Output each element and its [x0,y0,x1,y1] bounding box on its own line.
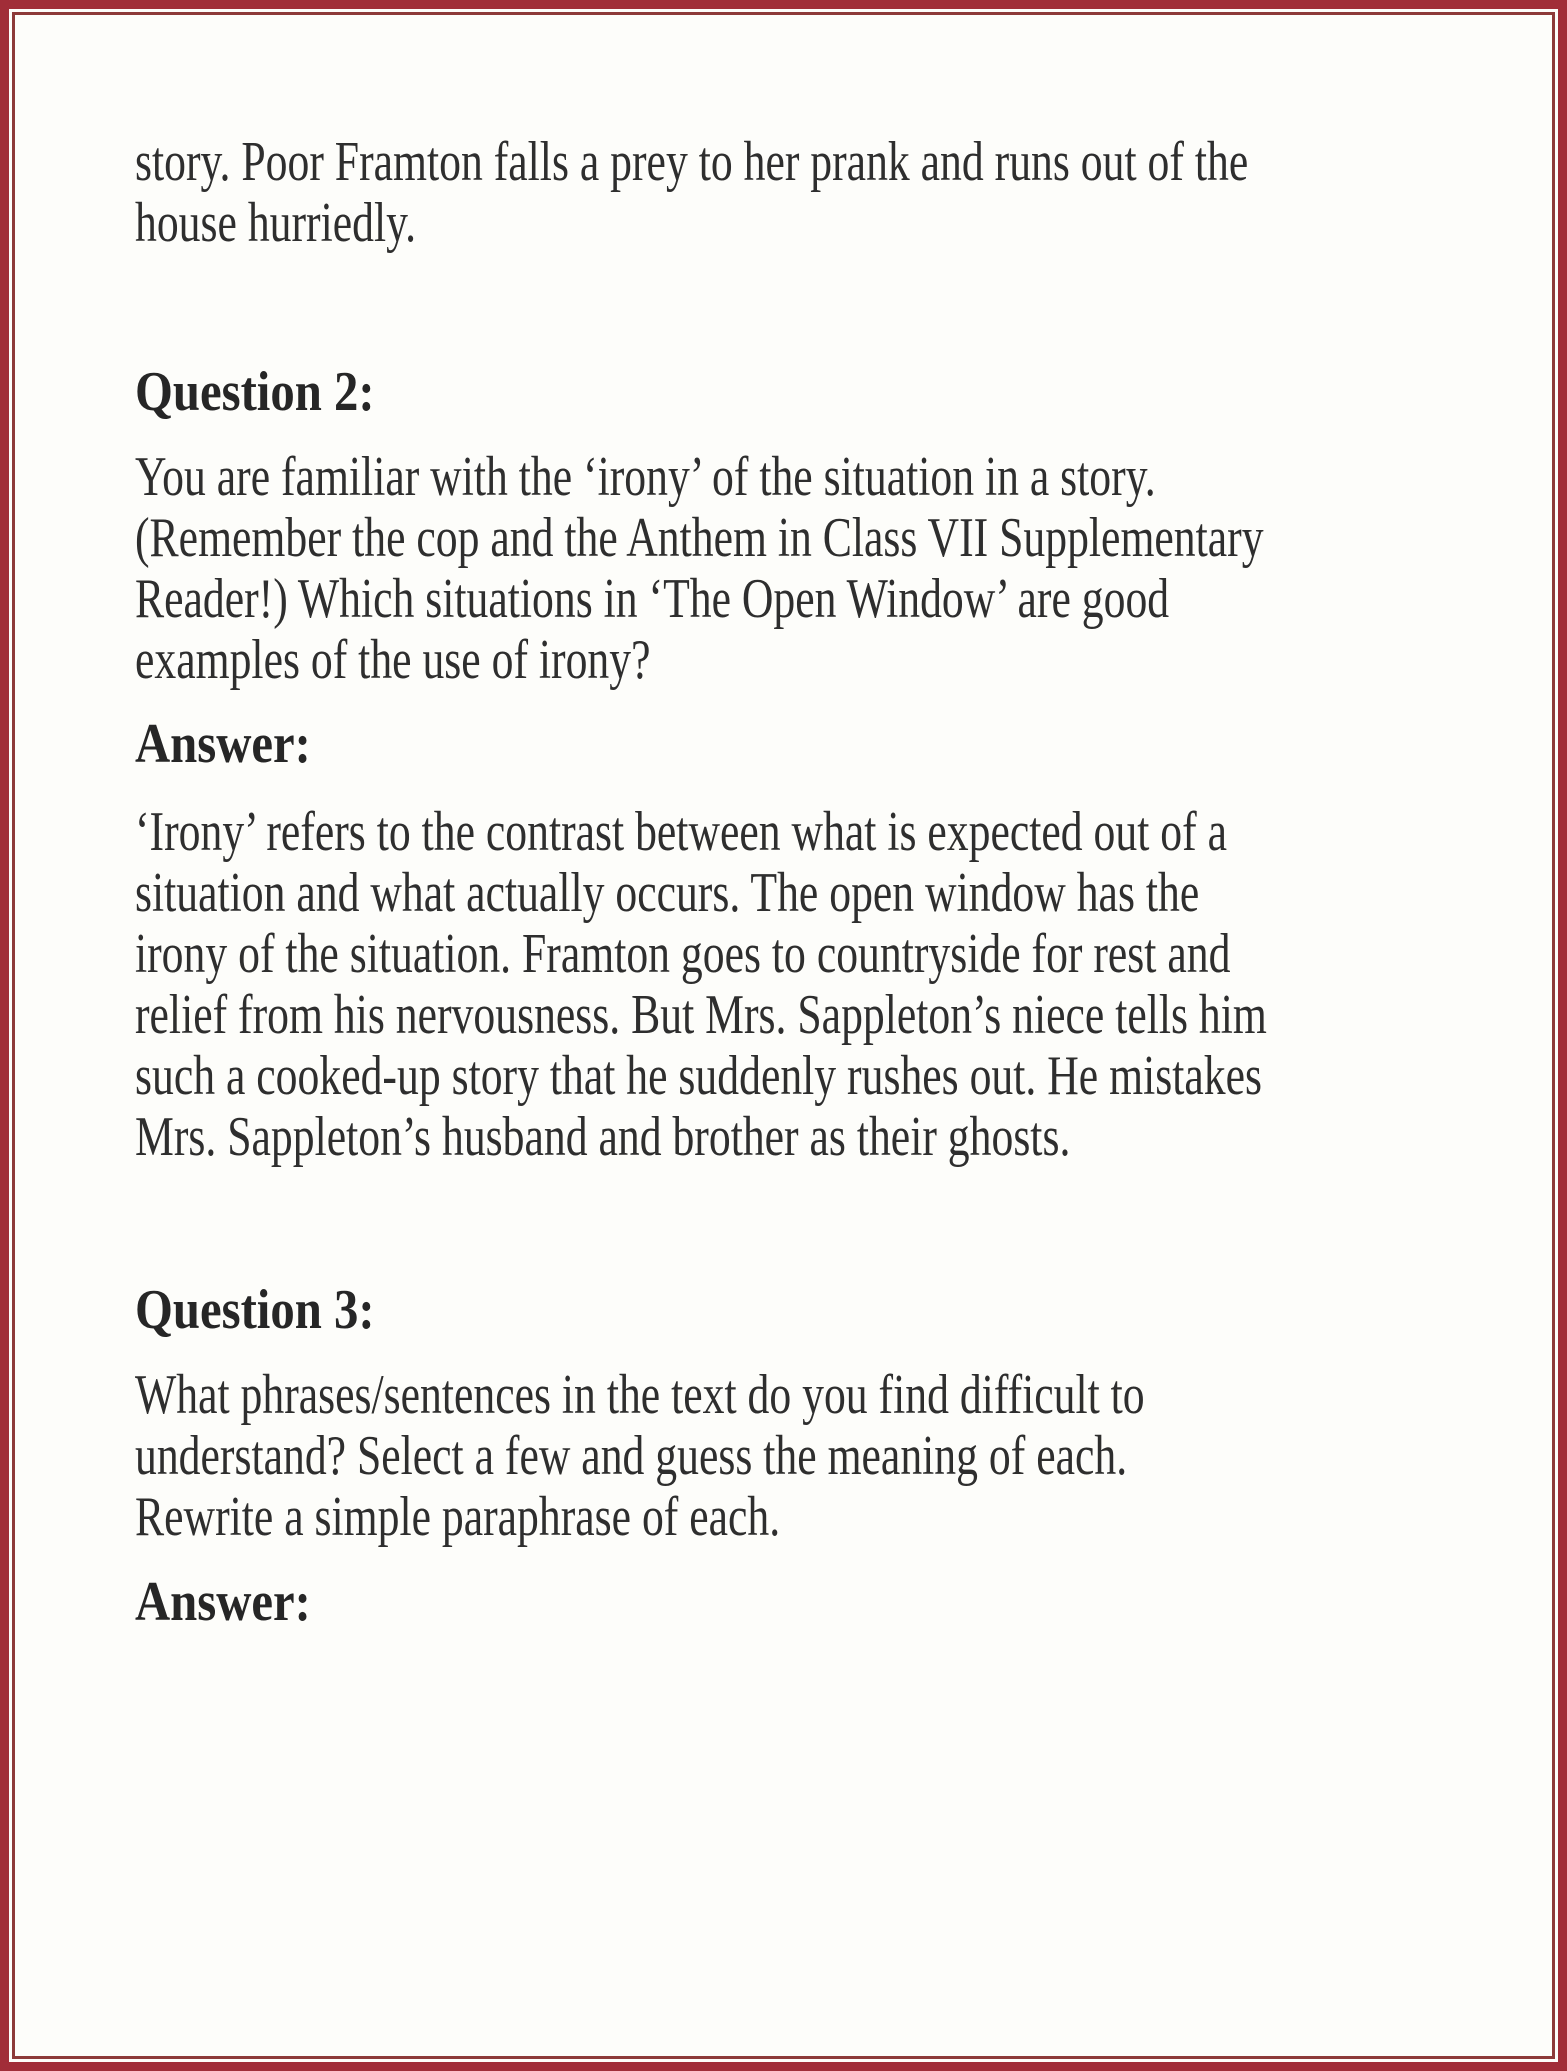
text-line: understand? Select a few and guess the meaning of each. [135,1425,1128,1487]
question-2-answer-text [135,802,1267,1168]
text-line: examples of the use of irony? [135,629,651,691]
question-3-text [135,1365,1145,1548]
question-3-answer-label: Answer: [135,1571,311,1633]
text-line: Reader!) Which situations in ‘The Open Window’ are good [135,568,1170,630]
text-line: You are familiar with the ‘irony’ of the situation in a story. [135,446,1156,508]
question-2-answer-label: Answer: [135,713,311,775]
text-line: (Remember the cop and the Anthem in Class VII Supplementary [135,507,1264,569]
question-2-heading: Question 2: [135,361,375,423]
text-line: Rewrite a simple paraphrase of each. [135,1486,781,1548]
text-line: situation and what actually occurs. The open window has the [135,862,1200,924]
text-line: house hurriedly. [135,192,417,254]
text-line: story. Poor Framton falls a prey to her prank and runs out of the [135,131,1249,193]
question-2-text [135,447,1264,691]
text-line: What phrases/sentences in the text do you find difficult to [135,1364,1145,1426]
text-line: Mrs. Sappleton’s husband and brother as their ghosts. [135,1106,1071,1168]
text-line: such a cooked-up story that he suddenly rushes out. He mistakes [135,1045,1262,1107]
text-line: irony of the situation. Framton goes to countryside for rest and [135,923,1231,985]
intro-paragraph [135,132,1248,254]
text-line: ‘Irony’ refers to the contrast between what is expected out of a [135,801,1227,863]
question-3-heading: Question 3: [135,1279,375,1341]
text-line: relief from his nervousness. But Mrs. Sappleton’s niece tells him [135,984,1267,1046]
